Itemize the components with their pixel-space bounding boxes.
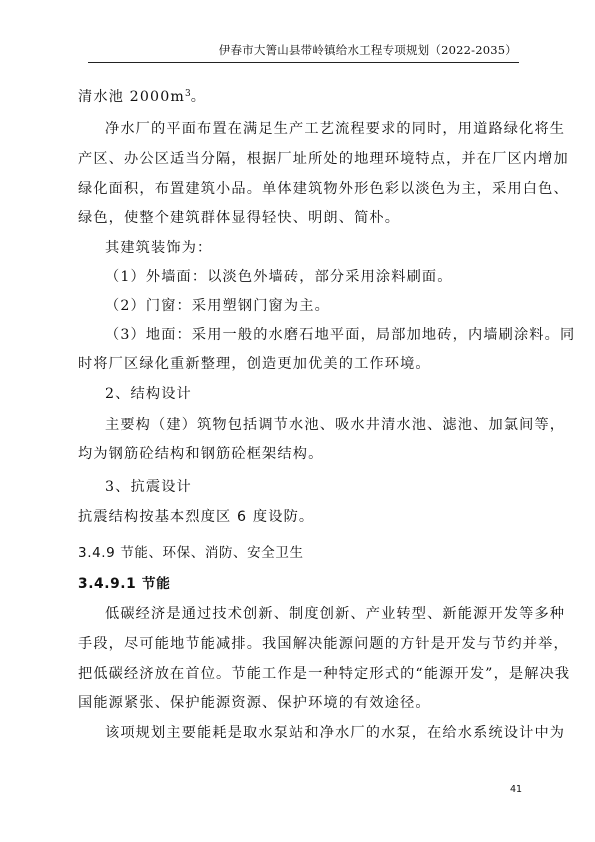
paragraph-line <box>78 506 314 526</box>
paragraph-line: 绿色，使整个建筑群体显得轻快、明朗、简朴。 <box>78 210 401 226</box>
text: 。 <box>190 89 207 105</box>
subsection-heading: 3、抗震设计 <box>105 479 192 495</box>
paragraph-line: 该项规划主要能耗是取水泵站和净水厂的水泵，在给水系统设计中为 <box>105 725 566 741</box>
text: 抗震结构按基本烈度区 <box>78 509 238 525</box>
page-number: 41 <box>510 784 523 795</box>
paragraph-line <box>78 86 206 106</box>
number: 6 <box>237 509 248 525</box>
section-heading: 3.4.9 节能、环保、消防、安全卫生 <box>78 545 304 561</box>
list-item: （2）门窗：采用塑钢门窗为主。 <box>105 298 330 314</box>
paragraph-line: 低碳经济是通过技术创新、制度创新、产业转型、新能源开发等多种 <box>105 606 566 622</box>
text: 度设防。 <box>247 509 315 525</box>
subsection-heading: 2、结构设计 <box>105 386 192 402</box>
paragraph-line: 产区、办公区适当分隔，根据厂址所处的地理环境特点，并在厂区内增加 <box>78 151 569 167</box>
list-item: （3）地面：采用一般的水磨石地平面，局部加地砖，内墙刷涂料。同 <box>105 327 576 343</box>
paragraph-line: 主要构（建）筑物包括调节水池、吸水井清水池、滤池、加氯间等， <box>105 417 566 433</box>
paragraph-line: 国能源紧张、保护能源资源、保护环境的有效途径。 <box>78 695 431 711</box>
list-item: （1）外墙面：以淡色外墙砖，部分采用涂料刷面。 <box>105 269 453 285</box>
paragraph-line: 净水厂的平面布置在满足生产工艺流程要求的同时，用道路绿化将生 <box>105 121 566 137</box>
text: 清水池 2000m <box>78 89 185 105</box>
page-header <box>88 38 519 63</box>
paragraph-line: 时将厂区绿化重新整理，创造更加优美的工作环境。 <box>78 356 431 372</box>
paragraph-line: 均为钢筋砼结构和钢筋砼框架结构。 <box>78 446 324 462</box>
superscript: 3 <box>184 89 191 99</box>
subsection-heading: 3.4.9.1 节能 <box>78 576 171 592</box>
header-title: 伊春市大箐山县带岭镇给水工程专项规划（2022-2035） <box>218 43 517 57</box>
paragraph-line: 把低碳经济放在首位。节能工作是一种特定形式的“能源开发”，是解决我 <box>78 666 571 682</box>
paragraph-line: 其建筑装饰为： <box>105 240 213 256</box>
paragraph-line: 绿化面积，布置建筑小品。单体建筑物外形色彩以淡色为主，采用白色、 <box>78 181 569 197</box>
paragraph-line: 手段，尽可能地节能减排。我国解决能源问题的方针是开发与节约并举， <box>78 636 569 652</box>
